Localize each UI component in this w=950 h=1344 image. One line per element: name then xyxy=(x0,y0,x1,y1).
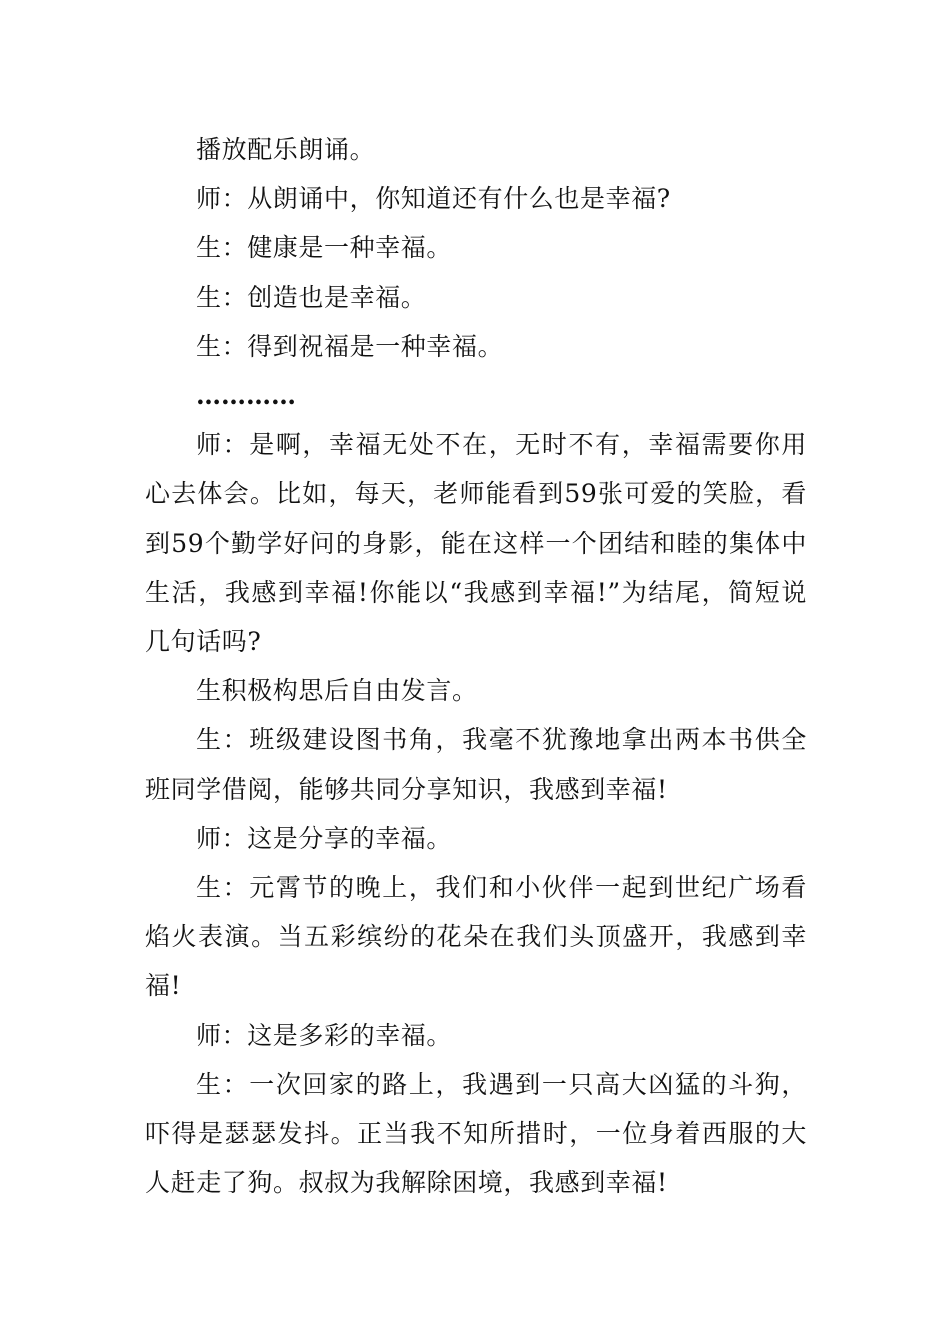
paragraph-student-think: 生积极构思后自由发言。 xyxy=(196,676,478,706)
paragraph-student-create: 生：创造也是幸福。 xyxy=(196,282,427,312)
paragraph-student-blessing: 生：得到祝福是一种幸福。 xyxy=(196,331,504,361)
paragraph-intro: 播放配乐朗诵。 xyxy=(196,135,376,164)
paragraph-student-health: 生：健康是一种幸福。 xyxy=(196,233,453,263)
paragraph-student-books: 生：班级建设图书角，我毫不犹豫地拿出两本书供全班同学借阅，能够共同分享知识，我感到幸福! xyxy=(145,725,807,804)
paragraph-teacher-question: 师：从朗诵中，你知道还有什么也是幸福? xyxy=(196,184,671,214)
paragraph-teacher-colorful: 师：这是多彩的幸福。 xyxy=(196,1020,453,1050)
paragraph-student-dog: 生：一次回家的路上，我遇到一只高大凶猛的斗狗，吓得是瑟瑟发抖。正当我不知所措时，一位身着西服的大人赶走了狗。叔叔为我解除困境，我感到幸福! xyxy=(145,1069,807,1198)
paragraph-teacher-share: 师：这是分享的幸福。 xyxy=(196,823,453,853)
paragraph-student-fireworks: 生：元霄节的晚上，我们和小伙伴一起到世纪广场看焰火表演。当五彩缤纷的花朵在我们头顶盛开，我感到幸福! xyxy=(145,873,807,1001)
paragraph-teacher-explain: 师：是啊，幸福无处不在，无时不有，幸福需要你用心去体会。比如，每天，老师能看到59张可爱的笑脸，看到59个勤学好问的身影，能在这样一个团结和睦的集体中生活，我感到幸福!你能以“我感到幸福!”为结尾，简短说几句话吗? xyxy=(145,430,807,657)
paragraph-ellipsis: ………… xyxy=(196,381,296,411)
document-body xyxy=(145,125,807,1207)
